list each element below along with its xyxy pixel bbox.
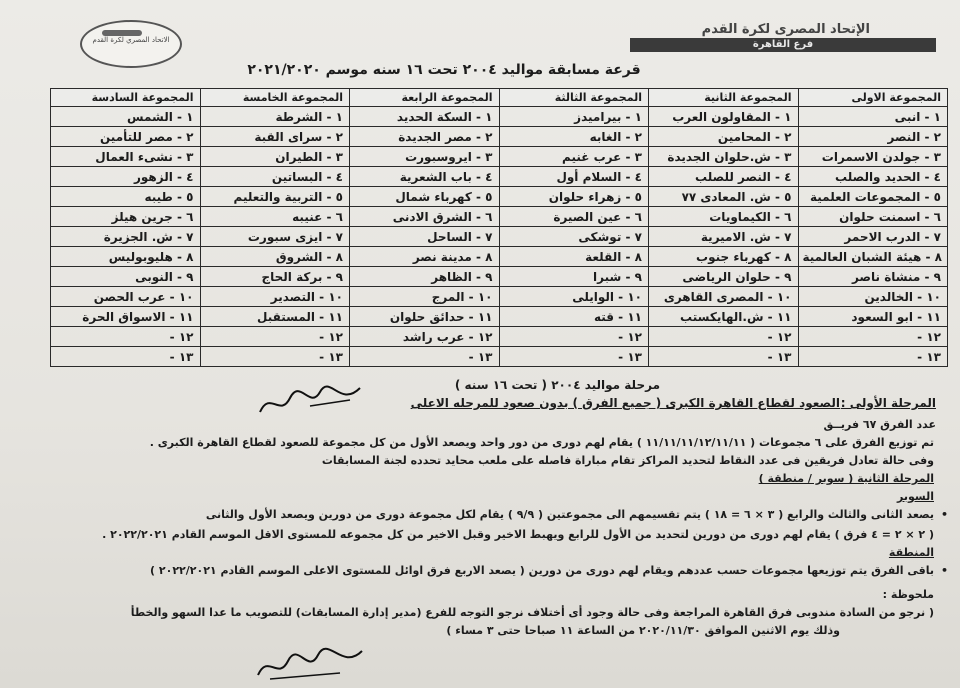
team-cell: ٥ - ش. المعادى ٧٧ [649, 187, 799, 207]
note-text-1: ( نرجو من السادة مندوبى فرق القاهرة المراجعة وفى حالة وجود أى أختلاف نرجو التوجه للفرع (مدير إدارة المسابقات) للتصويب ما عدا السهو والخطأ [130, 606, 934, 619]
team-cell: ٣ - ايروسبورت [350, 147, 500, 167]
team-cell: ٢ - الغابه [499, 127, 649, 147]
team-cell: ٧ - ايزى سبورت [200, 227, 350, 247]
team-cell: ١٢ - [798, 327, 948, 347]
table-row [51, 267, 948, 287]
federation-name: الإتحاد المصرى لكرة القدم [701, 22, 870, 37]
groups-table [50, 88, 948, 367]
team-cell: ١١ - ابو السعود [798, 307, 948, 327]
region-label: المنطقة [888, 546, 934, 559]
team-cell: ١٢ - [499, 327, 649, 347]
team-cell: ١٢ - [200, 327, 350, 347]
team-cell: ٦ - الكيماويات [649, 207, 799, 227]
team-cell: ١٣ - [51, 347, 201, 367]
team-cell: ٢ - النصر [798, 127, 948, 147]
team-cell: ٦ - عين الصيرة [499, 207, 649, 227]
team-cell: ٨ - كهرباء جنوب [649, 247, 799, 267]
team-cell: ١٣ - [499, 347, 649, 367]
groups-table-body [51, 107, 948, 367]
team-cell: ٤ - باب الشعرية [350, 167, 500, 187]
team-cell: ١٠ - المرج [350, 287, 500, 307]
team-cell: ٩ - شبرا [499, 267, 649, 287]
table-row [51, 307, 948, 327]
team-cell: ٦ - الشرق الادنى [350, 207, 500, 227]
team-cell: ٤ - الحديد والصلب [798, 167, 948, 187]
team-cell: ١١ - المستقبل [200, 307, 350, 327]
table-row [51, 167, 948, 187]
team-cell: ١ - الشمس [51, 107, 201, 127]
region-text: • باقى الفرق يتم توزيعها مجموعات حسب عددهم ويقام لهم دورى من دورين ( يصعد الاربع فرق اوائل للمستوى الاعلى الموسم القادم ٢٠٢٢/٢٠٢١ ) [150, 564, 934, 577]
team-cell: ١١ - ش.الهايكستب [649, 307, 799, 327]
group-header: المجموعة الثالثة [499, 89, 649, 107]
handwritten-signature-bottom [250, 645, 370, 685]
team-cell: ١ - الشرطة [200, 107, 350, 127]
team-cell: ٦ - عنيبه [200, 207, 350, 227]
team-cell: ٨ - الشروق [200, 247, 350, 267]
team-cell: ٥ - طيبه [51, 187, 201, 207]
team-cell: ٣ - نشىء العمال [51, 147, 201, 167]
note-label: ملحوظة : [882, 588, 934, 601]
team-cell: ١ - المقاولون العرب [649, 107, 799, 127]
team-cell: ٧ - الدرب الاحمر [798, 227, 948, 247]
group-header: المجموعة الخامسة [200, 89, 350, 107]
team-cell: ١٠ - الخالدين [798, 287, 948, 307]
super-text-2: ( ٢ × ٢ = ٤ فرق ) يقام لهم دورى من دورين لتحديد من الأول للرابع ويهبط الاخير وقبل الاخير من كل مجموعه للمستوى الاقل الموسم القادم ٢٠٢٢/٢٠٢١ . [102, 528, 934, 541]
team-cell: ١١ - الاسواق الحرة [51, 307, 201, 327]
team-cell: ٤ - النصر للصلب [649, 167, 799, 187]
group-header: المجموعة الثانية [649, 89, 799, 107]
first-stage-text: الصعود لقطاع القاهرة الكبرى ( جميع الفرق ) بدون صعود للمرحله الاعلى [410, 396, 840, 410]
team-cell: ٣ - ش.حلوان الجديدة [649, 147, 799, 167]
branch-banner: فرع القاهرة [630, 38, 936, 52]
team-cell: ١٣ - [798, 347, 948, 367]
first-stage-label: المرحلة الأولى : [840, 396, 936, 410]
team-cell: ١٢ - عرب راشد [350, 327, 500, 347]
team-cell: ٥ - المجموعات العلمية [798, 187, 948, 207]
team-cell: ٣ - جولدن الاسمرات [798, 147, 948, 167]
super-text-1: • يصعد الثانى والثالث والرابع ( ٣ × ٦ = ١٨ ) يتم تقسيمهم الى مجموعتين ( ٩/٩ ) يقام لكل مجموعة دورى من دورين ويصعد الأول والثانى [206, 508, 934, 521]
team-cell: ٦ - اسمنت حلوان [798, 207, 948, 227]
team-cell: ١١ - حدائق حلوان [350, 307, 500, 327]
team-cell: ٣ - الطيران [200, 147, 350, 167]
super-label: السوبر [897, 490, 934, 503]
team-cell: ٥ - كهرباء شمال [350, 187, 500, 207]
team-cell: ١٢ - [649, 327, 799, 347]
team-cell: ٩ - النوبى [51, 267, 201, 287]
team-cell: ١٢ - [51, 327, 201, 347]
team-cell: ٢ - المحامين [649, 127, 799, 147]
table-row [51, 327, 948, 347]
team-cell: ١٠ - المصرى القاهرى [649, 287, 799, 307]
table-row [51, 147, 948, 167]
team-cell: ١٠ - الوايلى [499, 287, 649, 307]
team-cell: ٨ - هيئة الشبان العالمية [798, 247, 948, 267]
table-row [51, 227, 948, 247]
team-cell: ١٣ - [200, 347, 350, 367]
team-count: عدد الفرق ٦٧ فريــق [823, 418, 936, 431]
table-row [51, 127, 948, 147]
team-cell: ١٣ - [649, 347, 799, 367]
table-row [51, 107, 948, 127]
handwritten-signature-top [250, 380, 370, 420]
team-cell: ٧ - ش. الجزيرة [51, 227, 201, 247]
team-cell: ٧ - ش. الاميرية [649, 227, 799, 247]
team-cell: ٨ - القلعة [499, 247, 649, 267]
logo-caption: الاتحاد المصري لكرة القدم [92, 36, 170, 44]
team-cell: ٧ - توشكى [499, 227, 649, 247]
team-cell: ٤ - الزهور [51, 167, 201, 187]
table-row [51, 287, 948, 307]
team-cell: ٩ - الظاهر [350, 267, 500, 287]
team-cell: ٧ - الساحل [350, 227, 500, 247]
team-cell: ٥ - التربية والتعليم [200, 187, 350, 207]
federation-logo [80, 20, 182, 68]
team-cell: ١ - انبى [798, 107, 948, 127]
document-title: قرعة مسابقة مواليد ٢٠٠٤ تحت ١٦ سنه موسم ٢٠٢١/٢٠٢٠ [247, 62, 641, 78]
second-stage-title: المرحلة الثانية ( سوبر / منطقة ) [758, 472, 934, 485]
team-cell: ٩ - بركة الحاج [200, 267, 350, 287]
group-header: المجموعة السادسة [51, 89, 201, 107]
team-cell: ٣ - عرب غنيم [499, 147, 649, 167]
team-cell: ١ - بيراميدز [499, 107, 649, 127]
table-row [51, 347, 948, 367]
team-cell: ١٣ - [350, 347, 500, 367]
team-cell: ٨ - هليوبوليس [51, 247, 201, 267]
group-header: المجموعة الاولى [798, 89, 948, 107]
tie-rule-text: وفى حالة تعادل فريقين فى عدد النقاط لتحديد المراكز تقام مباراة فاصله على ملعب محايد تحدده لجنة المسابقات [321, 454, 934, 467]
team-cell: ١ - السكة الحديد [350, 107, 500, 127]
team-cell: ٩ - حلوان الرياضى [649, 267, 799, 287]
team-cell: ٤ - السلام أول [499, 167, 649, 187]
team-cell: ١٠ - التصدير [200, 287, 350, 307]
team-cell: ٩ - منشاة ناصر [798, 267, 948, 287]
group-header: المجموعة الرابعة [350, 89, 500, 107]
table-row [51, 207, 948, 227]
stage-title: مرحلة مواليد ٢٠٠٤ ( تحت ١٦ سنه ) [454, 378, 660, 392]
team-cell: ٨ - مدينة نصر [350, 247, 500, 267]
team-cell: ٢ - سراى القبة [200, 127, 350, 147]
team-cell: ١١ - قته [499, 307, 649, 327]
team-cell: ١٠ - عرب الحصن [51, 287, 201, 307]
distribution-text: تم توزيع الفرق على ٦ مجموعات ( ١١/١١/١١/١٢/١١/١١ ) يقام لهم دورى من دور واحد ويصعد الأول من كل مجموعة للصعود لقطاع القاهرة الكبرى . [149, 436, 934, 449]
note-text-2: وذلك يوم الاثنين الموافق ٢٠٢٠/١١/٣٠ من الساعة ١١ صباحا حتى ٣ مساء ) [446, 624, 840, 637]
team-cell: ٢ - مصر للتأمين [51, 127, 201, 147]
team-cell: ٤ - البساتين [200, 167, 350, 187]
team-cell: ٢ - مصر الجديدة [350, 127, 500, 147]
table-row [51, 187, 948, 207]
team-cell: ٥ - زهراء حلوان [499, 187, 649, 207]
table-row [51, 247, 948, 267]
team-cell: ٦ - جرين هيلز [51, 207, 201, 227]
groups-header-row [51, 89, 948, 107]
